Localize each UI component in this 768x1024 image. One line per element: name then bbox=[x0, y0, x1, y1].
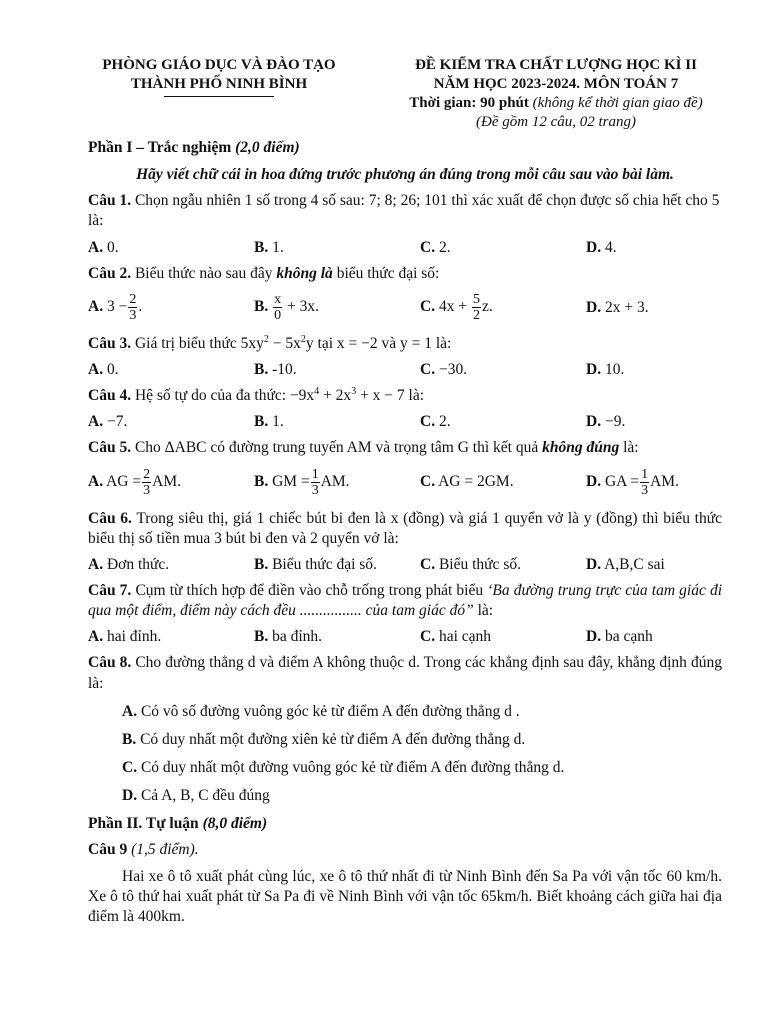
part1-title: Phần I – Trắc nghiệm (2,0 điểm) bbox=[88, 139, 300, 156]
option-b: B. $\frac{x}{0}$ + 3x. bbox=[254, 292, 319, 324]
exam-year-subject: NĂM HỌC 2023-2024. MÔN TOÁN 7 bbox=[433, 76, 679, 92]
option-c: C. −30. bbox=[420, 360, 468, 378]
question-7-options bbox=[88, 627, 722, 647]
option-c: C. 2. bbox=[420, 238, 451, 256]
option-a: A. −7. bbox=[88, 413, 128, 431]
option-c: C. hai cạnh bbox=[420, 628, 492, 646]
option-d: D. 2x + 3. bbox=[586, 298, 649, 316]
option-a: A. hai đỉnh. bbox=[88, 628, 162, 646]
option-a: A. Đơn thức. bbox=[88, 555, 170, 573]
option-a: A. 0. bbox=[88, 238, 119, 256]
option-b: B. 1. bbox=[254, 238, 284, 256]
question-2-options bbox=[88, 288, 722, 328]
question-3-options bbox=[88, 360, 722, 380]
question-1-options bbox=[88, 238, 722, 258]
option-a: A. AG = $\frac{2}{3}$ AM. bbox=[88, 467, 181, 499]
option-c: C. Có duy nhất một đường vuông góc kẻ từ điểm A đến đường thẳng d. bbox=[122, 758, 565, 776]
question-9-heading: Câu 9 (1,5 điểm). bbox=[88, 841, 199, 859]
option-b: B. Có duy nhất một đường xiên kẻ từ điểm A đến đường thẳng d. bbox=[122, 730, 526, 748]
option-d: D. −9. bbox=[586, 413, 626, 431]
part1-instruction: Hãy viết chữ cái in hoa đứng trước phương án đúng trong mỗi câu sau vào bài làm. bbox=[136, 166, 674, 184]
part2-title: Phần II. Tự luận (8,0 điểm) bbox=[88, 815, 268, 833]
option-d: D. 4. bbox=[586, 238, 617, 256]
option-b: B. 1. bbox=[254, 413, 284, 431]
question-8: Câu 8. Cho đường thẳng d và điểm A không thuộc d. Trong các khẳng định sau đây, khẳng định đúng là: bbox=[88, 654, 722, 692]
option-b: B. -10. bbox=[254, 360, 297, 378]
question-5-options bbox=[88, 463, 722, 503]
option-c: C. Biểu thức số. bbox=[420, 555, 521, 573]
question-9-text: Hai xe ô tô xuất phát cùng lúc, xe ô tô thứ nhất đi từ Ninh Bình đến Sa Pa với vận tốc 60 km/h. Xe ô tô thứ hai xuất phát từ Sa Pa đi về Ninh Bình với vận tốc 65km/h. Biết khoảng cách giữa hai địa điểm là 400km. bbox=[88, 867, 722, 925]
pages-note: (Đề gồm 12 câu, 02 trang) bbox=[476, 114, 636, 130]
question-1: Câu 1. Chọn ngẫu nhiên 1 số trong 4 số sau: 7; 8; 26; 101 thì xác xuất để chọn được số chia hết cho 5 là: bbox=[88, 192, 720, 230]
department-name: PHÒNG GIÁO DỤC VÀ ĐÀO TẠO bbox=[102, 57, 336, 73]
option-d: D. GA = $\frac{1}{3}$ AM. bbox=[586, 467, 679, 499]
time-label: Thời gian: 90 phút bbox=[409, 95, 529, 111]
question-2: Câu 2. Biểu thức nào sau đây không là biểu thức đại số: bbox=[88, 264, 440, 282]
option-c: C. 2. bbox=[420, 413, 451, 431]
question-4-options bbox=[88, 412, 722, 432]
option-a: A. Có vô số đường vuông góc kẻ từ điểm A đến đường thẳng d . bbox=[122, 702, 520, 720]
option-b: B. Biểu thức đại số. bbox=[254, 555, 377, 573]
exam-title: ĐỀ KIỂM TRA CHẤT LƯỢNG HỌC KÌ II bbox=[415, 57, 697, 73]
question-7: Câu 7. Cụm từ thích hợp để điền vào chỗ trống trong phát biểu ‘Ba đường trung trực của tam giác đi qua một điểm, điểm này cách đều ................ của tam giác đó” là: bbox=[88, 581, 723, 620]
question-4: Câu 4. Hệ số tự do của đa thức: $-9x^4 + 2x^3 + x - 7$ là: bbox=[88, 386, 425, 405]
option-b: B. GM = $\frac{1}{3}$ AM. bbox=[254, 467, 350, 499]
option-b: B. ba đỉnh. bbox=[254, 628, 323, 646]
question-3: Câu 3. Giá trị biểu thức $5xy^2 - 5x^2y$ tại x = −2 và y = 1 là: bbox=[88, 333, 452, 352]
option-a: A. 3 − $\frac{2}{3}$ . bbox=[88, 292, 143, 324]
option-d: D. ba cạnh bbox=[586, 628, 653, 646]
option-d: D. Cả A, B, C đều đúng bbox=[122, 787, 270, 805]
question-5: Câu 5. Cho ΔABC có đường trung tuyến AM và trọng tâm G thì kết quả không đúng là: bbox=[88, 439, 639, 457]
option-a: A. 0. bbox=[88, 360, 119, 378]
option-d: D. A,B,C sai bbox=[586, 555, 665, 573]
option-c: C. AG = 2GM. bbox=[420, 473, 514, 491]
option-c: C. 4x + $\frac{5}{2}$ z. bbox=[420, 292, 493, 324]
question-6-options bbox=[88, 555, 722, 575]
time-note: (không kể thời gian giao đề) bbox=[532, 95, 703, 111]
question-6: Câu 6. Trong siêu thị, giá 1 chiếc bút bi đen là x (đồng) và giá 1 quyển vở là y (đồng) thì biểu thức biểu thị số tiền mua 3 bút bi đen và 2 quyển vở là: bbox=[88, 509, 722, 547]
option-d: D. 10. bbox=[586, 360, 625, 378]
city-name: THÀNH PHỐ NINH BÌNH bbox=[130, 76, 308, 92]
